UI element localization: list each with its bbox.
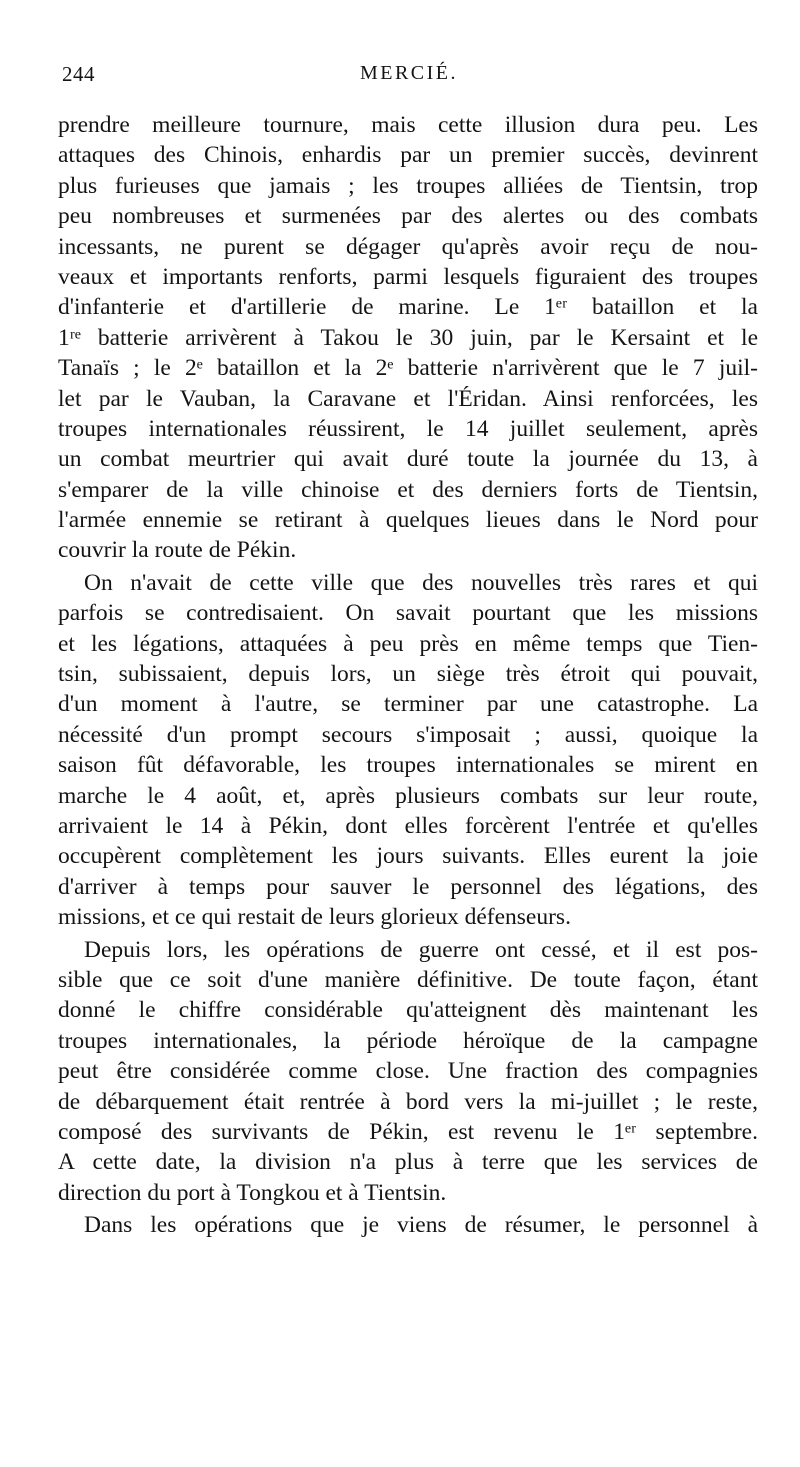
- text-line: Depuis lors, les opérations de guerre ont cessé, et il est pos-: [84, 936, 758, 963]
- text-line: donné le chiffre considérable qu'atteignent dès maintenant les: [58, 997, 758, 1024]
- text-line: Dans les opérations que je viens de résumer, le personnel à: [84, 1212, 758, 1239]
- text-line: l'armée ennemie se retirant à quelques lieues dans le Nord pour: [58, 507, 758, 534]
- text-line: composé des survivants de Pékin, est revenu le 1ᵉʳ septembre.: [58, 1118, 758, 1145]
- text-line: Tanaïs ; le 2ᵉ bataillon et la 2ᵉ batterie n'arrivèrent que le 7 juil-: [58, 355, 758, 382]
- text-line: et les légations, attaquées à peu près en même temps que Tien-: [58, 630, 758, 657]
- text-line: troupes internationales, la période héroïque de la campagne: [58, 1027, 758, 1054]
- text-line: arrivaient le 14 à Pékin, dont elles forcèrent l'entrée et qu'elles: [58, 812, 758, 839]
- text-line: A cette date, la division n'a plus à terre que les services de: [58, 1149, 758, 1176]
- text-line: troupes internationales réussirent, le 14 juillet seulement, après: [58, 415, 758, 442]
- text-line: 1ʳᵉ batterie arrivèrent à Takou le 30 juin, par le Kersaint et le: [58, 324, 758, 351]
- text-line: occupèrent complètement les jours suivants. Elles eurent la joie: [58, 843, 758, 870]
- text-line: On n'avait de cette ville que des nouvelles très rares et qui: [84, 569, 758, 596]
- text-line: un combat meurtrier qui avait duré toute la journée du 13, à: [58, 446, 758, 473]
- page-number: 244: [62, 62, 95, 86]
- text-line: plus furieuses que jamais ; les troupes alliées de Tientsin, trop: [58, 172, 758, 199]
- text-line: tsin, subissaient, depuis lors, un siège très étroit qui pouvait,: [58, 661, 758, 688]
- text-line: s'emparer de la ville chinoise et des derniers forts de Tientsin,: [58, 476, 758, 503]
- text-line: d'un moment à l'autre, se terminer par une catastrophe. La: [58, 691, 758, 718]
- text-line: veaux et importants renforts, parmi lesquels figuraient des troupes: [58, 263, 758, 290]
- text-line: parfois se contredisaient. On savait pourtant que les missions: [58, 600, 758, 627]
- body-text: [58, 110, 758, 1240]
- text-line: d'infanterie et d'artillerie de marine. Le 1ᵉʳ bataillon et la: [58, 294, 758, 321]
- text-line: d'arriver à temps pour sauver le personnel des légations, des: [58, 873, 758, 900]
- page-header: [62, 62, 756, 92]
- text-line: missions, et ce qui restait de leurs glorieux défenseurs.: [58, 904, 571, 931]
- text-line: let par le Vauban, la Caravane et l'Éridan. Ainsi renforcées, les: [58, 385, 758, 412]
- text-line: sible que ce soit d'une manière définitive. De toute façon, étant: [58, 966, 758, 993]
- text-line: peu nombreuses et surmenées par des alertes ou des combats: [58, 203, 758, 230]
- text-line: de débarquement était rentrée à bord vers la mi-juillet ; le reste,: [58, 1088, 758, 1115]
- text-line: saison fût défavorable, les troupes internationales se mirent en: [58, 752, 758, 779]
- text-line: marche le 4 août, et, après plusieurs combats sur leur route,: [58, 782, 758, 809]
- text-line: nécessité d'un prompt secours s'imposait ; aussi, quoique la: [58, 721, 758, 748]
- running-head: MERCIÉ.: [359, 62, 459, 84]
- text-line: attaques des Chinois, enhardis par un premier succès, devinrent: [58, 142, 758, 169]
- text-line: peut être considérée comme close. Une fraction des compagnies: [58, 1058, 758, 1085]
- text-line: incessants, ne purent se dégager qu'après avoir reçu de nou-: [58, 233, 758, 260]
- text-line: couvrir la route de Pékin.: [58, 537, 297, 564]
- text-line: direction du port à Tongkou et à Tientsin.: [58, 1179, 447, 1206]
- text-line: prendre meilleure tournure, mais cette illusion dura peu. Les: [58, 112, 758, 138]
